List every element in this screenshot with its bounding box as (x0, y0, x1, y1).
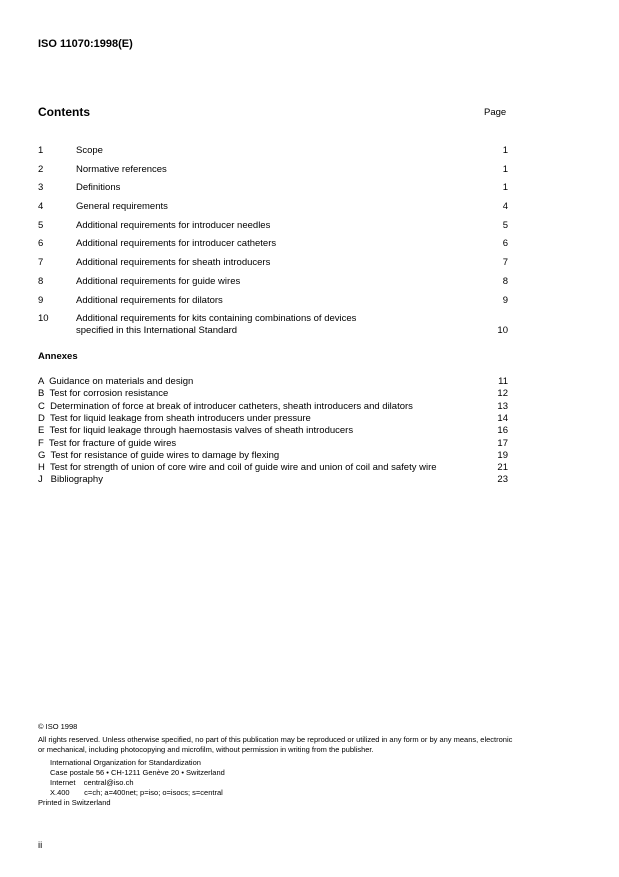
toc-item-title (76, 201, 168, 213)
org-x400: X.400 c=ch; a=400net; p=iso; o=isocs; s=central (50, 788, 223, 797)
contents-title: Contents (38, 105, 90, 119)
copyright-line: © ISO 1998 (38, 722, 78, 731)
toc-item-title (76, 257, 270, 269)
annex-item (38, 376, 508, 388)
annex-item-label: F Test for fracture of guide wires (38, 437, 177, 449)
document-header: ISO 11070:1998(E) (38, 38, 133, 50)
toc-item-page: 1 (502, 164, 508, 175)
annex-item-page: 17 (497, 437, 508, 449)
page-number: ii (38, 840, 43, 851)
page-column-label: Page (484, 107, 507, 118)
annex-item (38, 474, 508, 486)
annex-item-label: B Test for corrosion resistance (38, 388, 169, 400)
toc-item-title-line: Definitions (76, 182, 121, 193)
annex-item-page: 23 (497, 474, 508, 486)
printed-in: Printed in Switzerland (38, 798, 111, 807)
annex-item-page: 14 (497, 412, 508, 424)
toc-item-title (76, 295, 223, 307)
toc-item-title (76, 164, 167, 176)
toc-item-number: 4 (38, 201, 44, 212)
toc-item-title-line: Additional requirements for kits containing combinations of devices (76, 313, 357, 324)
annex-item-label: E Test for liquid leakage through haemostasis valves of sheath introducers (38, 425, 354, 437)
toc-item-number: 1 (38, 145, 44, 156)
toc-item-number: 5 (38, 220, 44, 231)
toc-item-title-line: General requirements (76, 201, 168, 212)
annexes-title: Annexes (38, 351, 78, 362)
toc-item-title-line: Additional requirements for dilators (76, 295, 223, 306)
toc-item-number: 6 (38, 238, 44, 249)
annex-item-label: G Test for resistance of guide wires to damage by flexing (38, 449, 280, 461)
toc-item-number: 2 (38, 164, 44, 175)
annex-item (38, 388, 508, 400)
copyright-block (38, 722, 518, 808)
annex-item (38, 425, 508, 437)
toc-item-number: 3 (38, 182, 44, 193)
toc-item-title-line: Normative references (76, 164, 167, 175)
toc-item-title (76, 313, 356, 337)
toc-item-page: 9 (502, 295, 508, 306)
annex-item (38, 462, 508, 474)
toc-item-title-line: Additional requirements for introducer needles (76, 220, 271, 231)
toc-item-page: 1 (502, 145, 508, 156)
toc-item-page: 7 (502, 257, 508, 268)
annex-item-label: A Guidance on materials and design (38, 376, 194, 387)
toc-item-number: 7 (38, 257, 44, 268)
toc-item-title-line: Additional requirements for sheath introducers (76, 257, 271, 268)
toc-item-page: 5 (502, 220, 508, 231)
annex-item-label: H Test for strength of union of core wire and coil of guide wire and union of coil and safety wire (38, 462, 437, 474)
org-internet: Internet central@iso.ch (50, 778, 134, 787)
annex-item-page: 21 (497, 462, 508, 474)
rights-statement: All rights reserved. Unless otherwise specified, no part of this publication may be reproduced or utilized in any form or by any means, electronic or mechanical, including photocopying and microfilm, without permission in writing from the publisher. (38, 735, 513, 754)
toc-item-page: 8 (502, 276, 508, 287)
toc-item-title (76, 276, 240, 288)
annex-item-page: 13 (497, 400, 508, 412)
annex-item-page: 16 (497, 425, 508, 437)
annex-item-label: J Bibliography (38, 474, 103, 486)
toc-item-title-line: specified in this International Standard (76, 325, 238, 336)
annex-item-page: 11 (498, 376, 508, 387)
org-address: Case postale 56 • CH-1211 Genève 20 • Switzerland (50, 768, 225, 777)
toc-item-page: 6 (502, 238, 508, 249)
toc-item-title (76, 238, 276, 250)
annex-item-page: 12 (497, 388, 508, 400)
toc-item-title (76, 145, 103, 157)
org-name: International Organization for Standardization (50, 758, 201, 767)
toc-item-title (76, 220, 270, 232)
toc-item-title-line: Additional requirements for guide wires (76, 276, 241, 287)
annex-item (38, 401, 508, 413)
toc-item-number: 10 (38, 313, 49, 324)
toc-item-title-line: Scope (76, 145, 103, 156)
annex-item-page: 19 (497, 449, 508, 461)
toc-item-page: 1 (502, 182, 508, 193)
toc-item-number: 9 (38, 295, 44, 306)
annex-item (38, 413, 508, 425)
toc-item-page: 4 (502, 201, 508, 212)
toc-item-title-line: Additional requirements for introducer catheters (76, 238, 277, 249)
annex-item (38, 450, 508, 462)
toc-item-number: 8 (38, 276, 44, 287)
toc-item-title (76, 182, 120, 194)
annex-item (38, 438, 508, 450)
annex-item-label: C Determination of force at break of introducer catheters, sheath introducers and dilators (38, 400, 413, 412)
annex-item-label: D Test for liquid leakage from sheath introducers under pressure (38, 412, 311, 424)
toc-item-page: 10 (497, 325, 508, 336)
